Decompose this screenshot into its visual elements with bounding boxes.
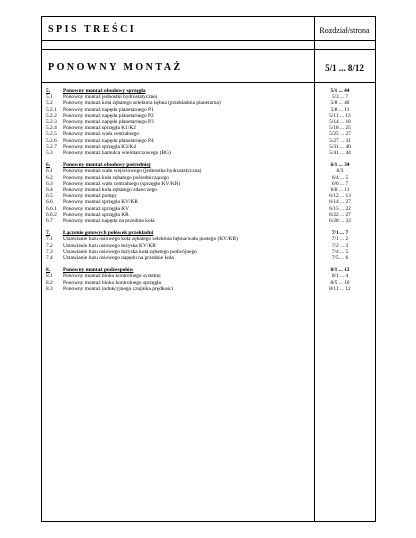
entry-pages: 5/27 ... 31 — [329, 137, 351, 144]
header-rule — [42, 40, 375, 41]
entry-number: 5.2 — [46, 100, 53, 107]
entry-number: 8.2 — [46, 279, 53, 286]
entry-pages: 6/22 ... 27 — [329, 211, 351, 218]
section-title: Ponowny montaż obudowy sprzęgła — [63, 88, 146, 94]
entry-pages: 5/25 ... 27 — [329, 131, 351, 138]
chapter-rule — [42, 82, 375, 83]
entry-pages: 6/15 ... 22 — [329, 205, 351, 212]
entry-title: Ponowny montaż pompy — [63, 193, 117, 200]
entry-number: 6.6.2 — [46, 211, 57, 218]
section-pages: 6/1 ... 34 — [330, 162, 350, 169]
section-pages: 5/1 ... 44 — [330, 88, 350, 94]
header-rule-2 — [42, 49, 375, 50]
entry-number: 7.2 — [46, 242, 53, 249]
entry-pages: 8/1 ... 4 — [331, 273, 349, 280]
entry-number: 5.2.6 — [46, 137, 57, 144]
toc-entry-row[interactable] — [46, 218, 374, 224]
entry-title: Ponowny montaż koła zębatego zdawczego — [63, 187, 158, 194]
section-pages: 7/1 ... 7 — [331, 230, 349, 237]
entry-title: Ponowny montaż napędu planetarnego P2 — [63, 112, 154, 119]
entry-title: Ponowny montaż bloku kontrolnego sprzęgła — [63, 279, 161, 286]
toc-entry-row[interactable] — [46, 255, 374, 261]
entry-title: Ponowny montaż bloku kontrolnego systemu — [63, 273, 161, 280]
entry-number: 6.2 — [46, 174, 53, 181]
entry-number: 5.2.7 — [46, 143, 57, 150]
entry-number: 8.1 — [46, 273, 53, 280]
entry-title: Ponowny montaż koła zębatego pośredniczącego — [63, 174, 169, 181]
entry-title: Ustawianie luzu osiowego napędu na przednie koła — [63, 255, 174, 262]
entry-number: 7.4 — [46, 255, 53, 262]
section-pages: 8/1 ... 12 — [330, 267, 350, 274]
entry-title: Ponowny montaż napędu planetarnego P1 — [63, 106, 154, 113]
entry-pages: 6/28 ... 33 — [329, 218, 351, 225]
entry-title: Ponowny montaż wału wejściowego (jednostka hydrostatyczna) — [63, 168, 202, 175]
entry-number: 7.1 — [46, 236, 53, 243]
entry-number: 6.6.1 — [46, 205, 57, 212]
toc-section — [46, 162, 374, 224]
entry-title: Ponowny montaż napędu planetarnego P4 — [63, 137, 154, 144]
section-number: 5. — [46, 88, 51, 94]
chapter-title: PONOWNY MONTAŻ — [48, 62, 183, 73]
toc-entry-row[interactable] — [46, 286, 374, 292]
entry-pages: 6/6 ... 7 — [331, 180, 349, 187]
entry-pages: 5/31 ... 40 — [329, 143, 351, 150]
entry-number: 5.1 — [46, 94, 53, 101]
section-title: Łączenie gotowych połówek przekładni — [63, 230, 154, 237]
entry-pages: 7/5 ... 6 — [331, 255, 349, 262]
entry-title: Ponowny montaż indukcyjnego czujnika prędkości — [63, 285, 174, 292]
entry-pages: 5/41 ... 44 — [329, 150, 351, 157]
toc-frame — [41, 16, 376, 522]
entry-pages: 5/3 ... 7 — [331, 94, 349, 101]
entry-title: Ponowny montaż wału centralnego — [63, 131, 139, 138]
section-title: Ponowny montaż podzespołów — [63, 267, 134, 274]
entry-pages: 8/11 ... 12 — [329, 285, 351, 292]
entry-number: 6.5 — [46, 193, 53, 200]
entry-number: 5.2.1 — [46, 106, 57, 113]
entry-title: Ponowny montaż napędu na przednie koła — [63, 218, 155, 225]
entry-number: 5.3 — [46, 150, 53, 157]
toc-title: SPIS TREŚCI — [48, 24, 137, 35]
entry-title: Ponowny montaż sprzęgła KV — [63, 205, 130, 212]
entry-title: Ustawianie luzu osiowego łożyska KV/KR — [63, 242, 156, 249]
section-number: 8. — [46, 267, 51, 274]
entry-pages: 5/11 ... 13 — [329, 112, 351, 119]
entry-pages: 7/4 ... 5 — [331, 248, 349, 255]
entry-title: Ponowny montaż sprzęgła KR — [63, 211, 129, 218]
entry-title: Ponowny montaż hamulca wielotarczowego (BG) — [63, 150, 171, 157]
toc-sections — [46, 88, 374, 298]
entry-pages: 7/2 ... 3 — [331, 242, 349, 249]
entry-pages: 7/1 ... 2 — [331, 236, 349, 243]
entry-title: Ustawianie luzu osiowego łożyska koła zębatego podwójnego — [63, 248, 197, 255]
entry-title: Ponowny montaż jednostki hydrostatycznej — [63, 94, 158, 101]
section-title: Ponowny montaż obudowy pośredniej — [63, 162, 151, 169]
entry-pages: 5/18 ... 25 — [329, 125, 351, 132]
entry-number: 6.6 — [46, 199, 53, 206]
entry-number: 8.3 — [46, 285, 53, 292]
entry-number: 5.2.4 — [46, 125, 57, 132]
entry-number: 7.3 — [46, 248, 53, 255]
entry-title: Ustawianie luzu osiowego koła zębatego selektora bębna/wału pustego (KV/KR) — [63, 236, 238, 243]
entry-pages: 6/4 ... 5 — [331, 174, 349, 181]
entry-number: 5.2.2 — [46, 112, 57, 119]
entry-pages: 8/5 ... 10 — [330, 279, 350, 286]
entry-pages: 6/3 — [336, 168, 344, 175]
entry-number: 6.1 — [46, 168, 53, 175]
entry-title: Ponowny montaż sprzęgła K1/K2 — [63, 125, 136, 132]
entry-number: 6.4 — [46, 187, 53, 194]
entry-pages: 5/8 ... 40 — [330, 100, 350, 107]
toc-section — [46, 88, 374, 156]
entry-pages: 6/12 ... 13 — [329, 193, 351, 200]
entry-title: Ponowny montaż napędu planetarnego P3 — [63, 119, 154, 126]
section-number: 7. — [46, 230, 51, 237]
toc-entry-row[interactable] — [46, 150, 374, 156]
entry-title: Ponowny montaż koła zębatego selektora bębna (przekładnia planetarna) — [63, 100, 221, 107]
entry-title: Ponowny montaż wału centralnego (sprzęgło KV/KR) — [63, 180, 181, 187]
toc-section — [46, 230, 374, 261]
section-number: 6. — [46, 162, 51, 169]
chapter-pages: 5/1 ... 8/12 — [325, 63, 364, 73]
entry-number: 5.2.5 — [46, 131, 57, 138]
entry-number: 6.3 — [46, 180, 53, 187]
entry-pages: 6/14 ... 27 — [329, 199, 351, 206]
entry-number: 6.7 — [46, 218, 53, 225]
entry-title: Ponowny montaż sprzęgła K3/K4 — [63, 143, 136, 150]
entry-pages: 5/14 ... 18 — [329, 119, 351, 126]
entry-number: 5.2.3 — [46, 119, 57, 126]
column-label: Rozdział/strona — [319, 26, 370, 35]
entry-title: Ponowny montaż sprzęgła KV/KR — [63, 199, 139, 206]
toc-section — [46, 267, 374, 292]
entry-pages: 6/8 ... 11 — [330, 187, 350, 194]
entry-pages: 5/8 ... 11 — [330, 106, 350, 113]
